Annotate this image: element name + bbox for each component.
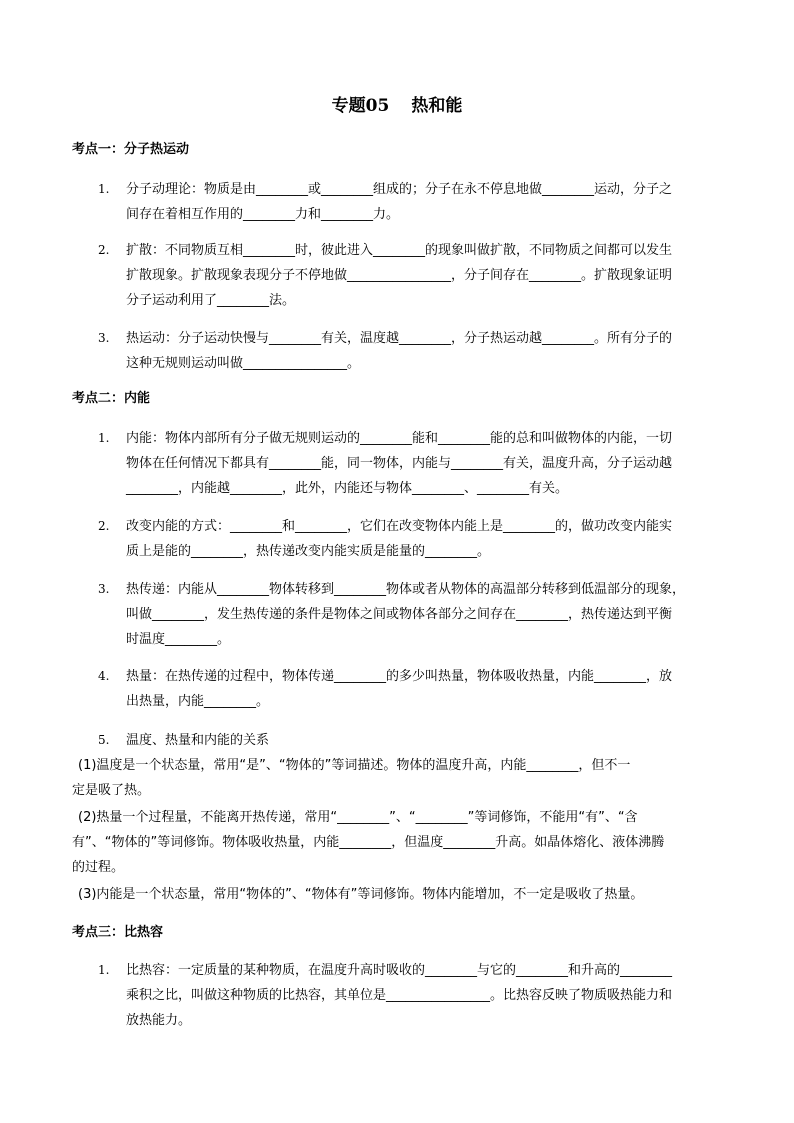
section-heading-1: 考点一：分子热运动 xyxy=(72,142,190,157)
item-number: 5. xyxy=(98,733,110,747)
item-number: 2. xyxy=(98,519,110,533)
item-line: 热运动：分子运动快慢与________有关，温度越________，分子热运动越________。所有分子的 xyxy=(126,331,673,346)
list-item xyxy=(98,577,728,652)
note-line: (2)热量一个过程量，不能离开热传递，常用“________”、“________”等词修饰，不能用“有”、“含 xyxy=(78,810,638,825)
item-number: 1. xyxy=(98,431,110,445)
list-item xyxy=(98,728,728,753)
list-item xyxy=(98,514,728,564)
note-line: 有”、“物体的”等词修饰。物体吸收热量，内能________，但温度________升高。如晶体熔化、液体沸腾 xyxy=(72,835,665,850)
item-line: 放热能力。 xyxy=(126,1013,192,1028)
item-line: 热量：在热传递的过程中，物体传递________的多少叫热量，物体吸收热量，内能________，放 xyxy=(126,669,673,684)
item-line: 热传递：内能从________物体转移到________物体或者从物体的高温部分转移到低温部分的现象， xyxy=(126,582,686,597)
title-main: 专题05 xyxy=(331,96,390,116)
item-line: 间存在着相互作用的________力和________力。 xyxy=(126,207,400,222)
item-line: 时温度________。 xyxy=(126,632,231,647)
item-number: 1. xyxy=(98,182,110,196)
item-number: 4. xyxy=(98,669,110,683)
list-item xyxy=(98,177,728,227)
item-line: 物体在任何情况下都具有________能，同一物体，内能与________有关，温度升高，分子运动越 xyxy=(126,456,673,471)
note-line: (3)内能是一个状态量，常用“物体的”、“物体有”等词修饰。物体内能增加，不一定是吸收了热量。 xyxy=(78,887,644,902)
item-line: 扩散现象。扩散现象表现分子不停地做________________，分子间存在________。扩散现象证明 xyxy=(126,268,673,283)
section-heading-3: 考点三：比热容 xyxy=(72,925,164,940)
item-line: 内能：物体内部所有分子做无规则运动的________能和________能的总和叫做物体的内能，一切 xyxy=(126,431,673,446)
list-item xyxy=(98,326,728,376)
item-line: 叫做________，发生热传递的条件是物体之间或物体各部分之间存在________，热传递达到平衡 xyxy=(126,607,673,622)
list-item xyxy=(98,664,728,714)
note-line: (1)温度是一个状态量，常用“是”、“物体的”等词描述。物体的温度升高，内能________，但不一 xyxy=(78,758,631,773)
item-line: 温度、热量和内能的关系 xyxy=(126,733,270,748)
note-line: 的过程。 xyxy=(72,860,125,875)
item-number: 1. xyxy=(98,963,110,977)
list-item xyxy=(98,238,728,313)
list-item xyxy=(98,426,728,501)
item-line: ________，内能越________，此外，内能还与物体________、________有关。 xyxy=(126,481,569,496)
page-title xyxy=(0,91,794,116)
item-line: 质上是能的________，热传递改变内能实质是能量的________。 xyxy=(126,544,491,559)
item-line: 这种无规则运动叫做________________。 xyxy=(126,356,361,371)
item-line: 比热容：一定质量的某种物质，在温度升高时吸收的________与它的________和升高的________ xyxy=(126,963,673,978)
section-heading-2: 考点二：内能 xyxy=(72,391,151,406)
note-paragraph xyxy=(72,805,732,880)
item-number: 3. xyxy=(98,582,110,596)
title-sub: 热和能 xyxy=(411,96,463,116)
item-number: 2. xyxy=(98,243,110,257)
note-line: 定是吸了热。 xyxy=(72,783,151,798)
list-item xyxy=(98,958,728,1033)
item-line: 分子动理论：物质是由________或________组成的；分子在永不停息地做________运动，分子之 xyxy=(126,182,673,197)
item-line: 乘积之比，叫做这种物质的比热容，其单位是________________。比热容反映了物质吸热能力和 xyxy=(126,988,673,1003)
note-paragraph xyxy=(72,882,732,907)
item-line: 分子运动利用了________法。 xyxy=(126,293,296,308)
note-paragraph xyxy=(72,753,732,803)
item-line: 扩散：不同物质互相________时，彼此进入________的现象叫做扩散，不同物质之间都可以发生 xyxy=(126,243,673,258)
item-number: 3. xyxy=(98,331,110,345)
item-line: 出热量，内能________。 xyxy=(126,694,270,709)
item-line: 改变内能的方式：________和________，它们在改变物体内能上是________的，做功改变内能实 xyxy=(126,519,673,534)
